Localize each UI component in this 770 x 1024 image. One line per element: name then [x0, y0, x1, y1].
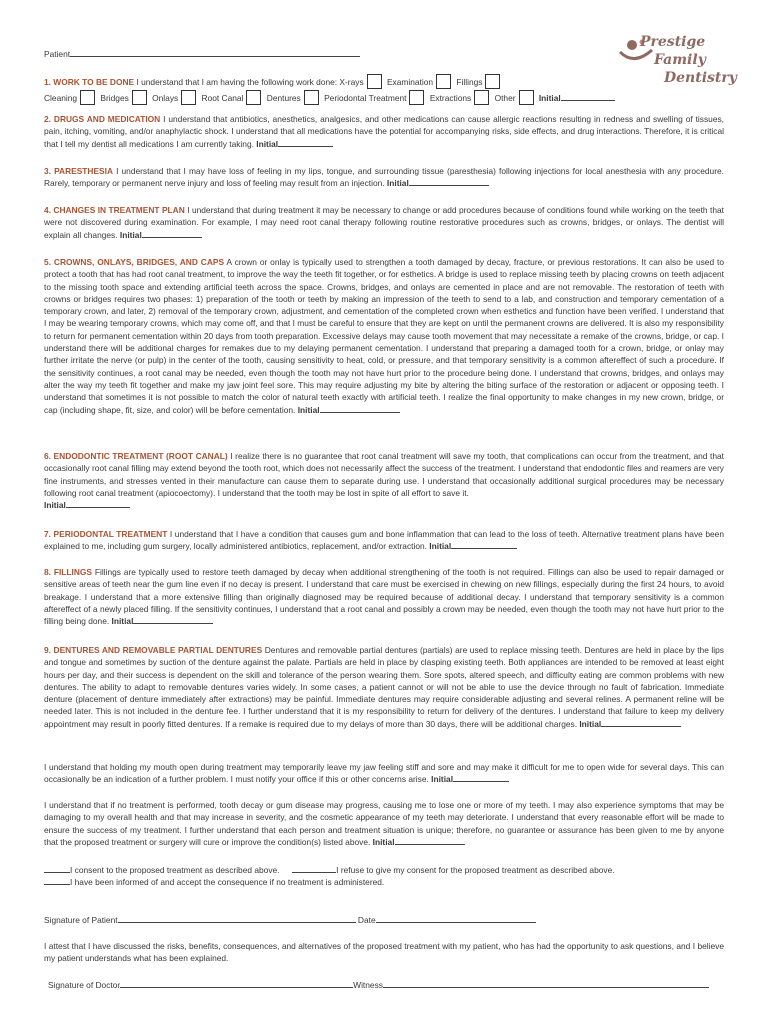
other-checkbox[interactable] — [519, 90, 534, 105]
patient-row: Patient — [44, 48, 724, 60]
paragraph-jaw: I understand that holding my mouth open during treatment may temporarily leave my jaw feeling stiff and sore and may make it difficult for me to open wide for several days. This can occasionally be an indication of a further problem. I must notify your office if this or other concerns arise. Initial — [44, 762, 724, 785]
section-drugs: 2. DRUGS AND MEDICATION I understand that antibiotics, anesthetics, analgesics, and other medications can cause allergic reactions resulting in redness and swelling of tissues, pain, itching, vomiting, and/or anaphylactic shock. I understand that all medications have the potential for accompanying risks, side effects, and drug interactions. Therefore, it is critical that I tell my dentist all medications I am currently taking. Initial — [44, 114, 724, 149]
dentures-checkbox[interactable] — [304, 90, 319, 105]
examination-checkbox[interactable] — [436, 74, 451, 89]
informed-field[interactable] — [44, 876, 70, 885]
fillings-checkbox[interactable] — [485, 74, 500, 89]
witness-field[interactable] — [383, 979, 709, 988]
initial-field-8[interactable] — [133, 615, 213, 624]
section-fillings: 8. FILLINGS Fillings are typically used to restore teeth damaged by decay when additional strengthening of the tooth is not required. Fillings can also be used to repair damaged or sensitive areas of teeth near the gum line even if no decay is present. I understand that care must be exercised in chewing on new fillings, especially during the first 24 hours, to avoid breakage. I understand that a more extensive filling than originally diagnosed may be required because of additional decay. I understand that temporary sensitivity is a common aftereffect of a newly placed filling. If the sensitivity continues, I understand that a root canal and possibly a crown may be needed, even though the tooth may not have hurt prior to the filling being done. Initial — [44, 567, 725, 627]
initial-field-10[interactable] — [453, 773, 509, 782]
root-canal-checkbox[interactable] — [246, 90, 261, 105]
initial-field-5[interactable] — [320, 404, 400, 413]
consent-options: I consent to the proposed treatment as described above. I refuse to give my consent for the proposed treatment as described above. I have been informed of and accept the consequence if no treatment is administered. — [44, 864, 724, 889]
refuse-field[interactable] — [292, 864, 336, 873]
patient-signature-row: Signature of Patient Date — [44, 914, 724, 926]
bridges-checkbox[interactable] — [132, 90, 147, 105]
periodontal-checkbox[interactable] — [409, 90, 424, 105]
initial-field-3[interactable] — [409, 177, 489, 186]
extractions-checkbox[interactable] — [474, 90, 489, 105]
logo-line-1: Prestige — [640, 34, 706, 50]
section-paresthesia: 3. PARESTHESIA I understand that I may have loss of feeling in my lips, tongue, and surrounding tissue (paresthesia) following injections for local anesthesia with any procedure. Rarely, temporary or permanent nerve injury and loss of feeling may result from an injection. Initial — [44, 166, 724, 189]
section-periodontal: 7. PERIODONTAL TREATMENT I understand that I have a condition that causes gum and bone inflammation that can lead to the loss of teeth. Alternative treatment plans have been explained to me, including gum surgery, locally administered antibiotics, replacement, and/or extraction. Initial — [44, 529, 724, 552]
section-work-to-be-done: 1. WORK TO BE DONE I understand that I am having the following work done: X-rays Examination Fillings Cleaning Bridges Onlays Root Canal Dentures Periodontal Treatment Extractions Other Initial — [44, 74, 724, 105]
patient-signature-field[interactable] — [118, 914, 356, 923]
onlays-checkbox[interactable] — [181, 90, 196, 105]
paragraph-no-treatment: I understand that if no treatment is performed, tooth decay or gum disease may progress, causing me to lose one or more of my teeth. I may also experience symptoms that may be damaging to my overall health and that may increase in severity, and the cosmetic appearance of my teeth may deteriorate. I understand that every reasonable effort will be made to ensure the success of my treatment. I further understand that each person and treatment situation is unique; therefore, no guarantee or assurance has been given to me by anyone that the proposed treatment or surgery will cure or improve the condition(s) listed above. Initial — [44, 800, 724, 847]
cleaning-checkbox[interactable] — [80, 90, 95, 105]
initial-field-9[interactable] — [601, 718, 681, 727]
initial-field-6[interactable] — [66, 499, 130, 508]
logo-line-2: Family — [654, 52, 706, 68]
initial-field-7[interactable] — [451, 540, 517, 549]
section-endodontic: 6. ENDODONTIC TREATMENT (ROOT CANAL) I realize there is no guarantee that root canal treatment will save my tooth, that complications can occur from the treatment, and that occasionally root canal filling may extend beyond the tooth root, which does not necessarily affect the success of the treatment. I understand that endodontic files and reamers are very fine instruments, and stresses vented in their manufacture can cause them to separate during use. I understand that occasionally additional surgical procedures may be necessary following root canal treatment (apiocoectomy). I understand that the tooth may be lost in spite of all effort to save it. Initial — [44, 451, 725, 511]
date-field[interactable] — [376, 914, 536, 923]
logo-line-3: Dentistry — [664, 70, 737, 86]
initial-field-4[interactable] — [142, 229, 202, 238]
doctor-signature-field[interactable] — [120, 979, 353, 988]
doctor-signature-row: Signature of Doctor Witness — [48, 979, 728, 991]
section-dentures: 9. DENTURES AND REMOVABLE PARTIAL DENTURES Dentures and removable partial dentures (partials) are used to replace missing teeth. Dentures are held in place by the lips and tongue and sometimes by suction of the denture against the palate. Partials are held in place by clasping existing teeth. Both appliances are intended to be removed at least eight hours per day, and their success is dependent on the skill and tolerance of the person wearing them. Sore spots, altered speech, and difficulty eating are common problems with new dentures. The ability to adapt to removable dentures varies widely. In some cases, a patient cannot or will not be able to use the device through no fault of fabrication. Immediate denture (placement of denture immediately after extractions) may be painful. Immediate dentures may require considerable adjusting and several relines. A permanent reline will be needed later. This is not included in the denture fee. I further understand that it is my responsibility to return for delivery of the dentures. I understand that failure to keep my delivery appointment may result in poorly fitted dentures. If a remake is required due to my delays of more than 30 days, there will be additional charges. Initial — [44, 645, 724, 729]
initial-field-1[interactable] — [561, 92, 615, 101]
patient-name-field[interactable] — [70, 48, 360, 57]
initial-field-11[interactable] — [395, 836, 465, 845]
section-changes: 4. CHANGES IN TREATMENT PLAN I understand that during treatment it may be necessary to change or add procedures because of conditions found while working on the teeth that were not discovered during examination. For example, I may need root canal therapy following routine restorative procedures such as crowns, bridges, or onlays. The dentist will explain all changes. Initial — [44, 205, 724, 240]
initial-field-2[interactable] — [278, 138, 333, 147]
section-crowns: 5. CROWNS, ONLAYS, BRIDGES, AND CAPS A crown or onlay is typically used to strengthen a tooth damaged by decay, fracture, or previous restorations. It can also be used to protect a tooth that has had root canal treatment, to improve the way the teeth fit together, or for esthetics. A bridge is used to replace missing teeth by placing crowns on teeth adjacent to the missing tooth space and extending artificial teeth across the space. Crowns, bridges, and onlays are cemented in place and are not removable. The restoration of teeth with crowns or bridges requires two phases: 1) preparation of the tooth or teeth by making an impression of the teeth to send to a lab, and construction and temporary cementation of a temporary crown, and later, 2) removal of the temporary crown, adjustment, and cementation of the completed crown when esthetics and function have been verified. I understand that I may be wearing temporary crowns, which may come off, and that I must be careful to ensure that they are kept on until the permanent crowns are delivered. It is also my responsibility to return for permanent cementation within 20 days from tooth preparation. Excessive delays may cause tooth movement that may necessitate a remake of the crowns, bridge, or cap. I understand there will be additional charges for remakes due to my delaying permanent cementation. I understand that preparing a damaged tooth for a crown, bridge, or onlay may further irritate the nerve (or pulp) in the center of the tooth, causing sensitivity to heat, cold, or pressure, and that temporary sensitivity is a common aftereffect of such a procedure. If the sensitivity continues, a root canal may be needed, even though the tooth may not have hurt prior to the procedure being done. I understand that crowns, bridges, and onlays may alter the way my teeth fit together and make my jaw joint feel sore. This may require adjusting my bite by altering the biting surface of the restoration or adjacent or opposing teeth. I understand that sometimes it is not possible to match the color of natural teeth exactly with artificial teeth. I realize the final opportunity to make changes in my new crown, bridge, or cap (including shape, fit, size, and color) will be before cementation. Initial — [44, 257, 724, 415]
consent-field[interactable] — [44, 864, 70, 873]
attestation: I attest that I have discussed the risks, benefits, consequences, and alternatives of the proposed treatment with my patient, who has had the opportunity to ask questions, and I believe my patient understands what has been explained. — [44, 941, 724, 964]
xrays-checkbox[interactable] — [367, 74, 382, 89]
